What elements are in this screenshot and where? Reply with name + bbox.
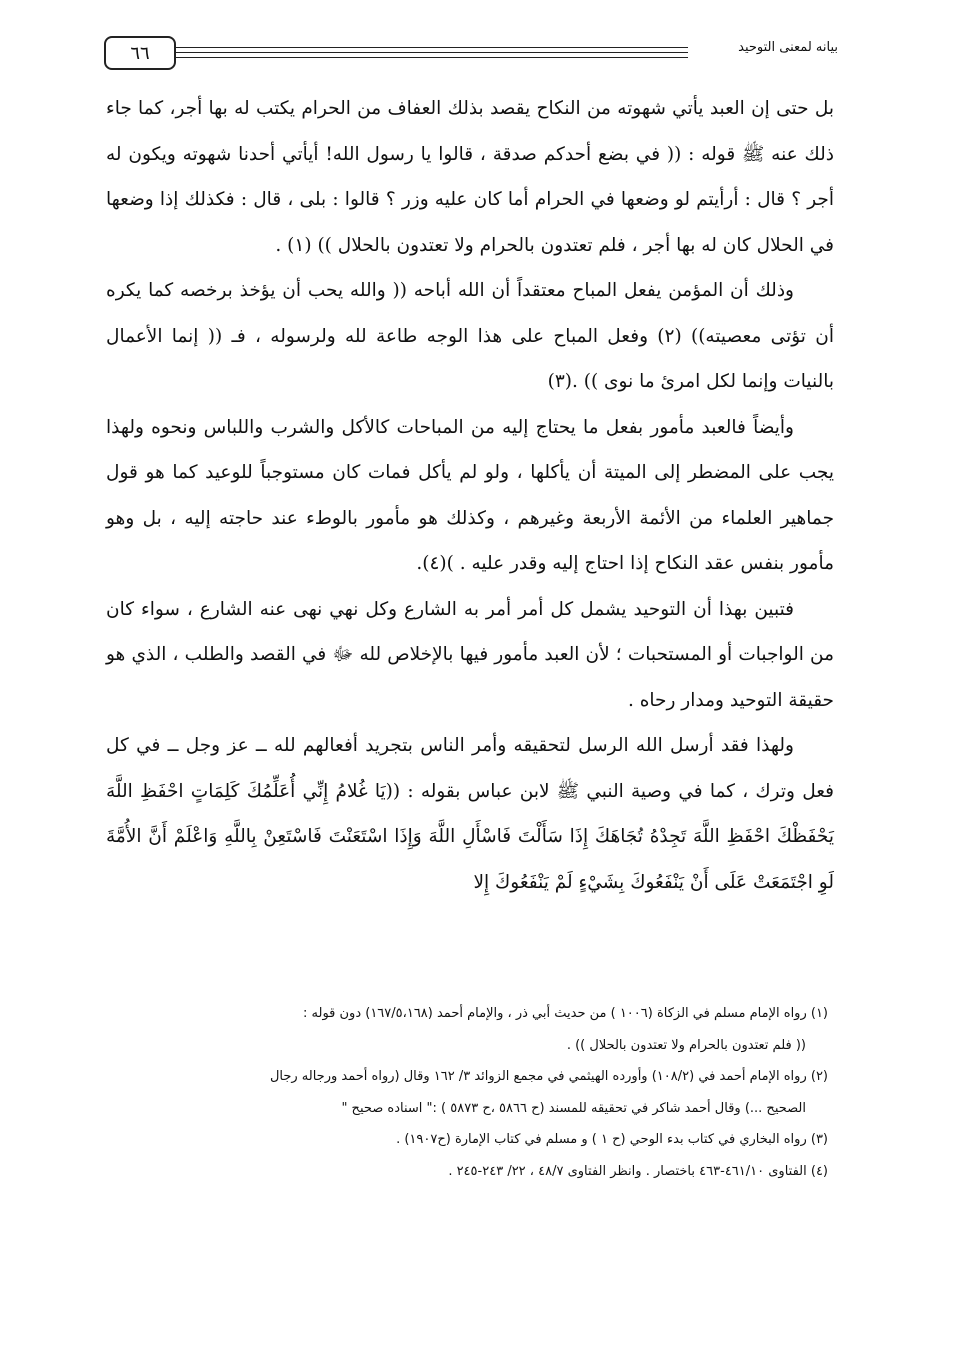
page-header	[104, 36, 838, 72]
footnote	[104, 1124, 828, 1156]
paragraph: فتبين بهذا أن التوحيد يشمل كل أمر أمر به الشارع وكل نهي نهى عنه الشارع ، سواء كان من الواجبات أو المستحبات ؛ لأن العبد مأمور فيها بالإخلاص لله ﷻ في القصد والطلب ، الذي هو حقيقة التوحيد ومدار رحاه .	[106, 598, 834, 711]
paragraph: بل حتى إن العبد يأتي شهوته من النكاح يقصد بذلك العفاف من الحرام يكتب له بها أجر، كما جاء ذلك عنه ﷺ قوله : (( في بضع أحدكم صدقة ، قالوا يا رسول الله! أيأتي أحدنا شهوته ويكون له أجر ؟ قال : أرأيتم لو وضعها في الحرام أما كان عليه وزر ؟ قالوا : بلى ، قال : فكذلك إذا وضعها في الحلال كان له بها أجر ، فلم تعتدون بالحرام ولا تعتدون بالحلال )) (١) .	[106, 98, 834, 256]
footnotes	[104, 998, 828, 1187]
footnote-continuation: الصحيح ...) وقال أحمد شاكر في تحقيقه للمسند (ح ٥٨٦٦ ،ح ٥٨٧٣ ) :" اسناده صحيح "	[341, 1100, 806, 1116]
paragraph: ولهذا فقد أرسل الله الرسل لتحقيقه وأمر الناس بتجريد أفعالهم لله ــ عز وجل ــ في كل فعل وترك ، كما في وصية النبي ﷺ لابن عباس بقوله : ((يَا غُلامُ إِنِّي أُعَلِّمُكَ كَلِمَاتٍ احْفَظِ اللَّهَ يَحْفَظْكَ احْفَظِ اللَّهَ تَجِدْهُ تُجَاهَكَ إِذَا سَأَلْتَ فَاسْأَلِ اللَّهَ وَإِذَا اسْتَعَنْتَ فَاسْتَعِنْ بِاللَّهِ وَاعْلَمْ أَنَّ الأُمَّةَ لَوِ اجْتَمَعَتْ عَلَى أَنْ يَنْفَعُوكَ بِشَيْءٍ لَمْ يَنْفَعُوكَ إِلا	[106, 735, 834, 893]
footnote-text: (١) رواه الإمام مسلم في الزكاة (١٠٠٦ ) من حديث أبي ذر ، والإمام أحمد (١٦٧/٥،١٦٨) دون قوله :	[303, 1006, 828, 1021]
header-rule	[176, 52, 688, 53]
paragraph: وذلك أن المؤمن يفعل المباح معتقداً أن الله أباحه (( والله يحب أن يؤخذ برخصه كما يكره أن تؤتى معصيته)) (٢) وفعل المباح على هذا الوجه طاعة لله ولرسوله ، فـ (( إنما الأعمال بالنيات وإنما لكل امرئ ما نوى )) .(٣)	[106, 280, 834, 392]
running-title: بيانه لمعنى التوحيد	[738, 40, 838, 55]
footnote-text: (٣) رواه البخاري في كتاب بدء الوحي (ح ١ ) و مسلم في كتاب الإمارة (ح١٩٠٧) .	[396, 1132, 828, 1147]
footnote-text: (٤) الفتاوى ٤٦١/١٠-٤٦٣ باختصار . وانظر الفتاوى ٤٨/٧ ، ٢٢/ ٢٤٣-٢٤٥ .	[448, 1163, 828, 1179]
header-rule	[176, 57, 688, 58]
footnote-continuation: (( فلم تعتدون بالحرام ولا تعتدون بالحلال )) .	[566, 1037, 806, 1053]
footnote-text: (٢) رواه الإمام أحمد في (١٠٨/٢) وأورده الهيثمي في مجمع الزوائد ٣/ ١٦٢ وقال (رواه أحمد ورجاله رجال	[269, 1069, 828, 1084]
header-rule	[176, 47, 688, 48]
main-text	[106, 86, 834, 905]
footnote	[104, 998, 828, 1061]
paragraph: وأيضاً فالعبد مأمور بفعل ما يحتاج إليه من المباحات كالأكل والشرب واللباس ونحوه ولهذا يجب على المضطر إلى الميتة أن يأكلها ، ولو لم يأكل فمات كان مستوجباً للوعيد كما هو قول جماهير العلماء من الأئمة الأربعة وغيرهم ، وكذلك هو مأمور بالوطء عند حاجته إليه ، بل وهو مأمور بنفس عقد النكاح إذا احتاج إليه وقدر عليه . )(٤).	[106, 416, 834, 574]
footnote	[104, 1061, 828, 1124]
footnote	[104, 1156, 828, 1188]
page-number: ٦٦	[104, 36, 176, 70]
